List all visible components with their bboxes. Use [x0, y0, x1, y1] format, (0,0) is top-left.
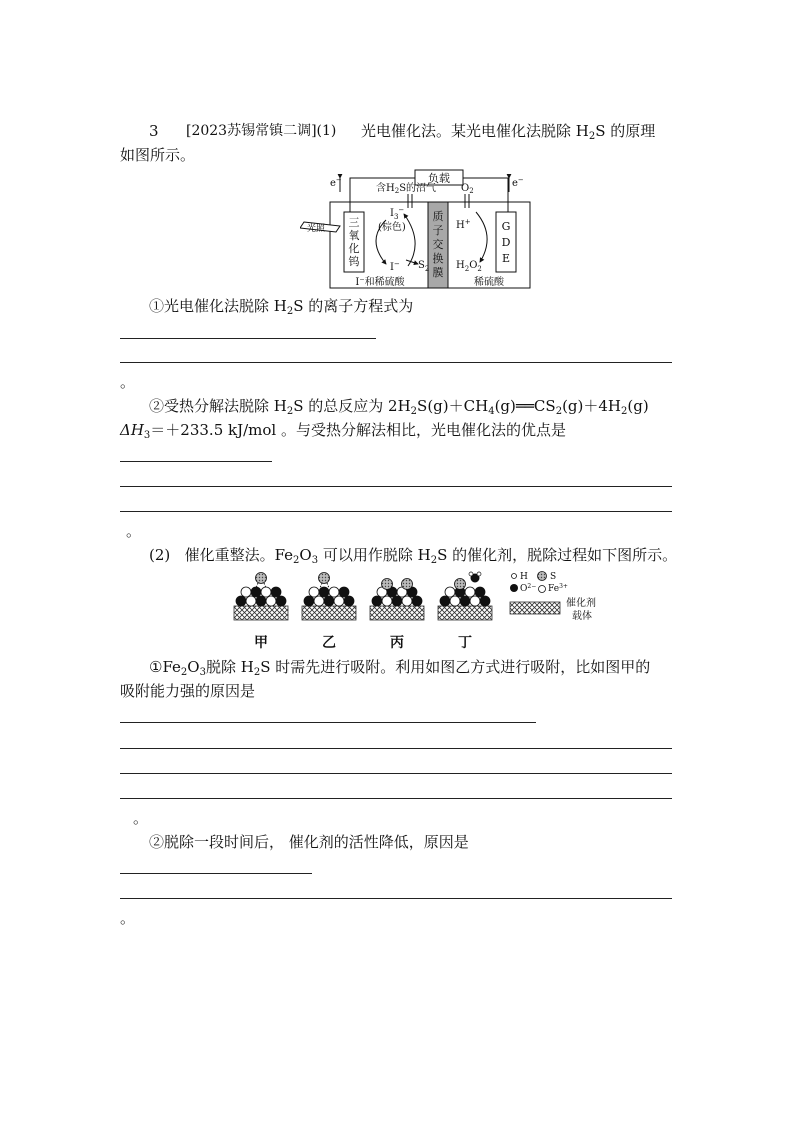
answer-line — [120, 338, 376, 339]
question-source: [2023苏锡常镇二调](1) — [186, 123, 337, 139]
svg-text:换: 换 — [432, 252, 444, 265]
svg-text:子: 子 — [432, 224, 444, 237]
answer-line — [120, 362, 672, 363]
question-number: 3 — [149, 122, 159, 140]
iron-atom — [470, 596, 480, 606]
iron-atom — [445, 587, 455, 597]
oxygen-atom — [392, 596, 402, 606]
sulfur-atom — [319, 573, 330, 584]
legend-support-label: 载体 — [572, 611, 592, 622]
oxygen-atom — [339, 587, 349, 597]
iron-atom — [329, 587, 339, 597]
q1-part1: ①光电催化法脱除 $H_2S$ 的离子方程式为 — [149, 297, 414, 317]
load-label: 负载 — [428, 172, 450, 185]
svg-text:含H2S的沼气: 含$H_2S$的沼气 — [376, 183, 437, 195]
legend-oxygen-label: $O^{2-}$ — [520, 583, 537, 594]
q2-part1: $①Fe_2O_3$脱除 $H_2S$ 时需先进行吸附。利用如图乙方式进行吸附，比如图甲的 — [149, 658, 651, 678]
svg-text:O2: $O_2$ — [461, 183, 474, 195]
adsorption-diagram — [222, 570, 682, 650]
svg-text:稀硫酸: 稀硫酸 — [474, 277, 504, 288]
svg-text:H+: H+ — [456, 218, 471, 231]
end-mark: 。 — [133, 809, 149, 827]
bond-line — [327, 583, 329, 588]
svg-text:(棕色): (棕色) — [378, 222, 406, 233]
svg-text:I3−: $I_3^-$ — [390, 206, 405, 221]
catalyst-support — [234, 606, 288, 620]
oxygen-atom — [372, 596, 382, 606]
legend-hydrogen-icon — [512, 574, 517, 579]
svg-text:E: E — [501, 252, 511, 265]
legend-hydrogen-label: H — [520, 572, 528, 582]
svg-text:S2: $S_2$ — [418, 260, 430, 273]
paragraph-1: 光电催化法。某光电催化法脱除 $H_2S$ 的原理 — [361, 122, 656, 142]
answer-line — [120, 486, 672, 487]
legend-iron-label: $Fe^{3+}$ — [548, 583, 568, 594]
answer-line — [120, 722, 536, 723]
svg-text:I⁻和稀硫酸: I⁻和稀硫酸 — [355, 277, 405, 288]
svg-text:三: 三 — [348, 216, 360, 229]
sulfur-atom — [382, 579, 393, 590]
legend-support-icon — [510, 602, 560, 614]
answer-line — [120, 511, 672, 512]
oxygen-atom — [480, 596, 490, 606]
end-mark: 。 — [120, 373, 136, 391]
svg-text:质: 质 — [432, 210, 444, 223]
svg-text:光照: 光照 — [307, 224, 326, 234]
legend-iron-icon — [539, 586, 546, 593]
q2-intro: (2) 催化重整法。$Fe_2O_3$ 可以用作脱除 $H_2S$ 的催化剂，脱除过程如下图所示。 — [149, 546, 678, 566]
q2-part1-line2: 吸附能力强的原因是 — [120, 682, 256, 700]
end-mark: 。 — [120, 909, 136, 927]
oxygen-atom — [256, 596, 266, 606]
iron-atom — [334, 596, 344, 606]
q1-part2-line2: $\Delta H_3=+233.5$ kJ/mol 。与受热分解法相比，光电催化法的优点是 — [120, 421, 566, 441]
oxygen-atom — [412, 596, 422, 606]
svg-text:G: G — [501, 220, 511, 233]
oxygen-atom — [440, 596, 450, 606]
paragraph-1-line2: 如图所示。 — [120, 146, 196, 164]
oxygen-atom — [344, 596, 354, 606]
answer-line — [120, 798, 672, 799]
answer-line — [120, 773, 672, 774]
iron-atom — [266, 596, 276, 606]
catalyst-support — [302, 606, 356, 620]
model-label: 丁 — [458, 635, 472, 650]
svg-text:e−: e− — [512, 176, 524, 189]
svg-text:氧: 氧 — [348, 229, 360, 242]
sulfur-atom — [402, 579, 413, 590]
sulfur-atom — [256, 573, 267, 584]
hydrogen-atom — [477, 572, 481, 576]
oxygen-atom — [324, 596, 334, 606]
hydrogen-atom — [469, 572, 473, 576]
legend-sulfur-icon — [538, 572, 547, 581]
svg-text:化: 化 — [348, 242, 360, 255]
svg-text:钨: 钨 — [348, 255, 360, 268]
svg-text:H2O2: $H_2O_2$ — [456, 260, 482, 273]
q2-part2: ②脱除一段时间后， 催化剂的活性降低，原因是 — [149, 833, 469, 851]
svg-text:D: D — [501, 236, 511, 249]
oxygen-atom — [271, 587, 281, 597]
oxygen-atom — [319, 587, 329, 597]
svg-text:膜: 膜 — [432, 266, 444, 279]
legend-sulfur-label: S — [550, 572, 557, 582]
oxygen-atom — [251, 587, 261, 597]
legend-oxygen-icon — [510, 584, 518, 592]
svg-text:交: 交 — [432, 238, 444, 251]
answer-line — [120, 873, 312, 874]
model-label: 甲 — [254, 635, 268, 650]
answer-line — [120, 898, 672, 899]
photoelectrocatalysis-diagram — [300, 168, 560, 290]
iron-atom — [314, 596, 324, 606]
sulfur-atom — [455, 579, 466, 590]
oxygen-atom — [236, 596, 246, 606]
iron-atom — [261, 587, 271, 597]
svg-text:I−: I− — [390, 260, 400, 273]
model-label: 丙 — [390, 635, 404, 650]
iron-atom — [241, 587, 251, 597]
legend-support-label: 催化剂 — [566, 598, 596, 609]
iron-atom — [309, 587, 319, 597]
iron-atom — [450, 596, 460, 606]
model-label: 乙 — [322, 635, 336, 650]
oxygen-atom — [475, 587, 485, 597]
q1-part2: ②受热分解法脱除 $H_2S$ 的总反应为 $2H_2S(g)+CH_4(g)══CS_2(g)+4H_2(g)$ — [149, 397, 649, 417]
iron-atom — [465, 587, 475, 597]
iron-atom — [402, 596, 412, 606]
oxygen-atom — [460, 596, 470, 606]
answer-line — [120, 748, 672, 749]
iron-atom — [246, 596, 256, 606]
iron-atom — [382, 596, 392, 606]
answer-line — [120, 461, 272, 462]
oxygen-atom — [304, 596, 314, 606]
catalyst-support — [370, 606, 424, 620]
end-mark: 。 — [126, 522, 142, 540]
catalyst-support — [438, 606, 492, 620]
oxygen-atom — [276, 596, 286, 606]
svg-text:e−: e− — [330, 176, 342, 189]
